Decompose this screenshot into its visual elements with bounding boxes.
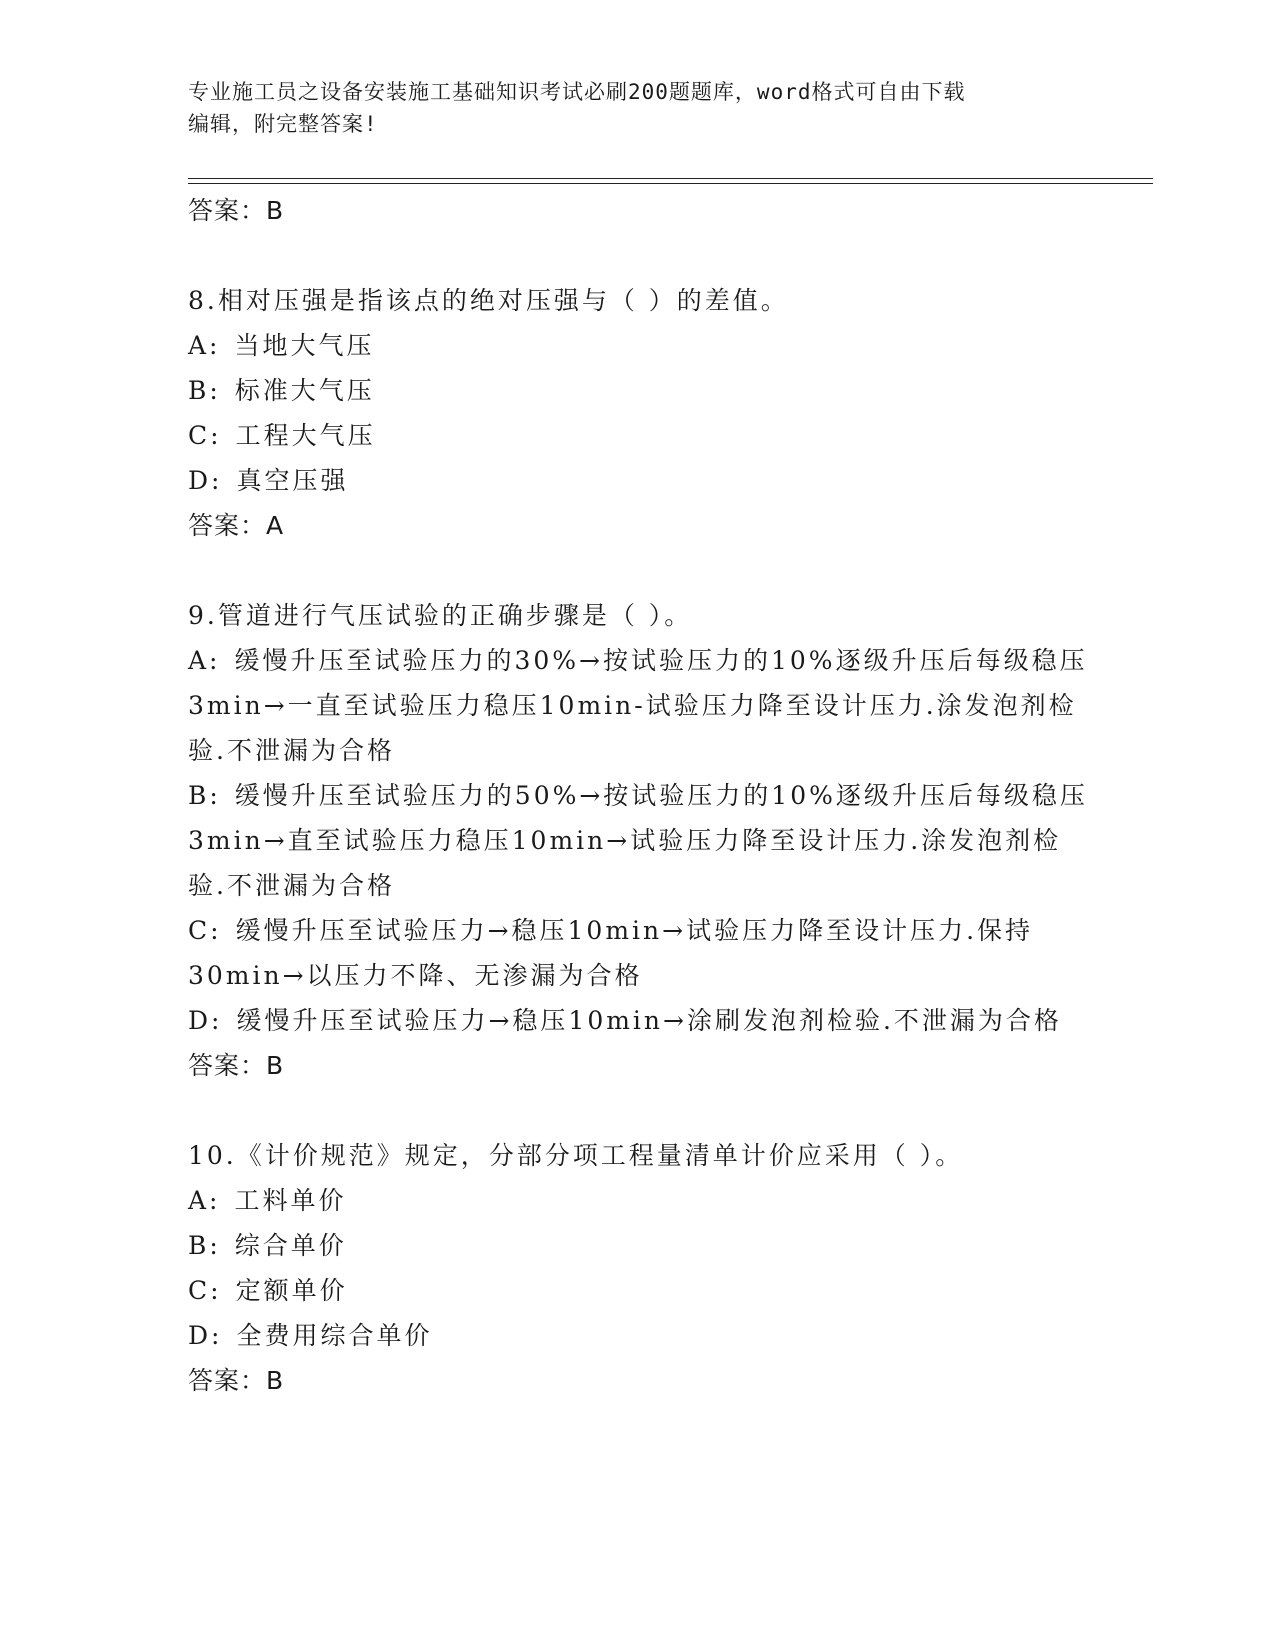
header-title-line-2: 编辑，附完整答案! xyxy=(188,112,378,136)
option-key: D: xyxy=(188,1006,223,1035)
option-b xyxy=(188,1223,1088,1268)
option-key: B: xyxy=(188,781,221,810)
question-stem: 8.相对压强是指该点的绝对压强与（ ）的差值。 xyxy=(188,286,789,315)
option-text: 缓慢升压至试验压力→稳压10min→试验压力降至设计压力.保持30min→以压力不降、无渗漏为合格 xyxy=(188,916,1034,990)
option-c xyxy=(188,413,1088,458)
answer: 答案：B xyxy=(188,1051,285,1080)
previous-answer: 答案：B xyxy=(188,196,285,225)
option-text: 全费用综合单价 xyxy=(236,1321,433,1350)
header-divider-top xyxy=(188,178,1153,179)
option-key: A: xyxy=(188,331,221,360)
header-title-line-1: 专业施工员之设备安装施工基础知识考试必刷200题题库，word格式可自由下载 xyxy=(188,80,966,104)
document-header xyxy=(188,76,1068,140)
option-key: A: xyxy=(188,646,221,675)
option-a xyxy=(188,323,1088,368)
option-key: C: xyxy=(188,421,222,450)
option-text: 缓慢升压至试验压力的50%→按试验压力的10%逐级升压后每级稳压3min→直至试验压力稳压10min→试验压力降至设计压力.涂发泡剂检验.不泄漏为合格 xyxy=(188,781,1088,900)
option-text: 标准大气压 xyxy=(234,376,375,405)
option-a xyxy=(188,1178,1088,1223)
option-text: 综合单价 xyxy=(234,1231,347,1260)
header-divider-bottom xyxy=(188,183,1153,184)
question-8 xyxy=(188,278,1088,549)
option-a xyxy=(188,638,1088,773)
option-b xyxy=(188,773,1088,908)
option-key: B: xyxy=(188,376,221,405)
question-stem: 9.管道进行气压试验的正确步骤是（ ）。 xyxy=(188,601,693,630)
question-10 xyxy=(188,1133,1088,1404)
option-c xyxy=(188,908,1088,998)
option-key: B: xyxy=(188,1231,221,1260)
option-key: A: xyxy=(188,1186,221,1215)
option-text: 缓慢升压至试验压力→稳压10min→涂刷发泡剂检验.不泄漏为合格 xyxy=(236,1006,1062,1035)
question-stem: 10.《计价规范》规定，分部分项工程量清单计价应采用（ ）。 xyxy=(188,1141,964,1170)
option-text: 工料单价 xyxy=(234,1186,347,1215)
option-text: 工程大气压 xyxy=(235,421,376,450)
option-text: 真空压强 xyxy=(236,466,349,495)
option-d xyxy=(188,1313,1088,1358)
option-text: 定额单价 xyxy=(235,1276,348,1305)
option-text: 当地大气压 xyxy=(234,331,375,360)
option-d xyxy=(188,998,1088,1043)
option-c xyxy=(188,1268,1088,1313)
option-b xyxy=(188,368,1088,413)
option-text: 缓慢升压至试验压力的30%→按试验压力的10%逐级升压后每级稳压3min→一直至试验压力稳压10min-试验压力降至设计压力.涂发泡剂检验.不泄漏为合格 xyxy=(188,646,1088,765)
option-key: C: xyxy=(188,1276,222,1305)
option-key: D: xyxy=(188,466,223,495)
answer: 答案：B xyxy=(188,1366,285,1395)
answer: 答案：A xyxy=(188,511,285,540)
question-9 xyxy=(188,593,1088,1089)
option-key: C: xyxy=(188,916,222,945)
option-d xyxy=(188,458,1088,503)
option-key: D: xyxy=(188,1321,223,1350)
question-list xyxy=(188,188,1088,1404)
